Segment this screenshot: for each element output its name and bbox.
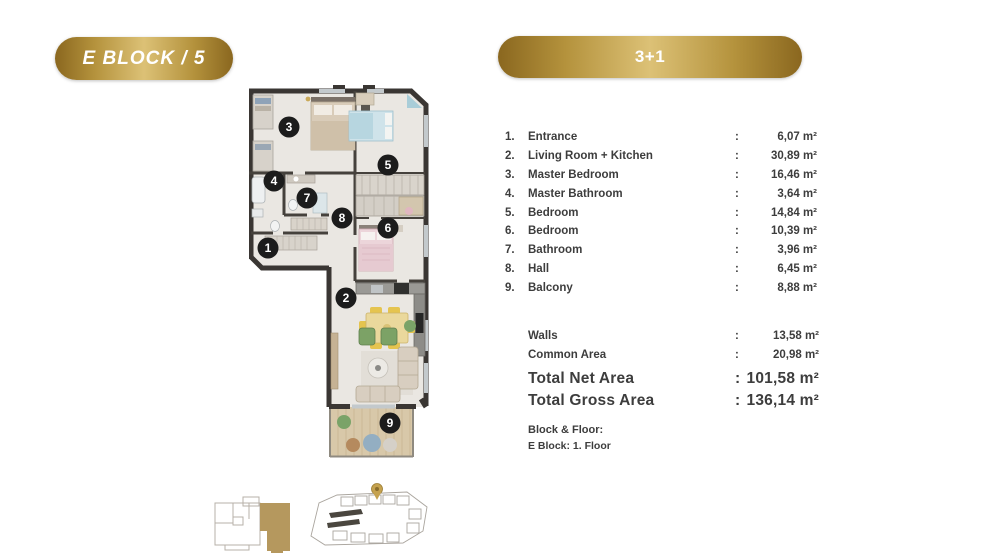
site-plan (303, 481, 438, 554)
room-row-living (505, 147, 817, 166)
total-net-area-row (505, 368, 819, 390)
marker-3: 3 (285, 120, 293, 134)
room-name: Hall (528, 262, 550, 275)
room-row-bathroom (505, 241, 817, 260)
walls-row (505, 326, 819, 345)
room-row-entrance (505, 128, 817, 147)
common-area-value: 20,98 m² (772, 348, 819, 361)
room-number: 4. (505, 187, 515, 200)
marker-1: 1 (264, 241, 272, 255)
total-gross-area-label: Total Gross Area (528, 392, 655, 409)
room-number: 5. (505, 206, 515, 219)
block-floor-title: Block & Floor: (528, 424, 604, 436)
marker-9: 9 (386, 416, 394, 430)
room-area: 3,96 m² (777, 244, 817, 257)
site-plan-buildings (327, 509, 363, 528)
marker-5: 5 (384, 158, 392, 172)
site-plan-outline (311, 492, 427, 545)
marker-4: 4 (270, 174, 278, 188)
common-area-row (505, 345, 819, 364)
room-name: Master Bathroom (528, 187, 623, 200)
separator: : (735, 206, 739, 219)
room-row-hall (505, 260, 817, 279)
room-area: 8,88 m² (777, 281, 817, 294)
separator: : (735, 392, 741, 409)
key-plan-outline (215, 497, 260, 550)
room-name: Bedroom (528, 225, 579, 238)
separator: : (735, 150, 739, 163)
marker-6: 6 (384, 221, 392, 235)
room-number: 8. (505, 262, 515, 275)
total-gross-area-value: 136,14 m² (746, 392, 819, 409)
total-net-area-value: 101,58 m² (746, 370, 819, 387)
room-number: 3. (505, 168, 515, 181)
room-number: 6. (505, 225, 515, 238)
separator: : (735, 244, 739, 257)
room-name: Bathroom (528, 244, 583, 257)
room-area: 10,39 m² (770, 225, 817, 238)
room-number: 9. (505, 281, 515, 294)
room-number: 2. (505, 150, 515, 163)
total-gross-area-row (505, 390, 819, 412)
room-name: Bedroom (528, 206, 579, 219)
room-row-balcony (505, 278, 817, 297)
separator: : (735, 348, 739, 361)
separator: : (735, 225, 739, 238)
block-floor-note (528, 424, 611, 452)
totals-block (505, 326, 819, 412)
separator: : (735, 329, 739, 342)
separator: : (735, 370, 741, 387)
room-area: 6,07 m² (777, 131, 817, 144)
room-row-master-bathroom (505, 184, 817, 203)
marker-7: 7 (303, 191, 311, 205)
separator: : (735, 281, 739, 294)
common-area-label: Common Area (528, 348, 607, 361)
total-net-area-label: Total Net Area (528, 370, 635, 387)
highlighted-unit (260, 503, 290, 553)
unit-type-banner (498, 36, 802, 78)
room-area: 6,45 m² (777, 262, 817, 275)
room-area: 30,89 m² (770, 150, 817, 163)
walls-label: Walls (528, 329, 558, 342)
room-row-bedroom-6 (505, 222, 817, 241)
room-area-list (505, 128, 817, 297)
marker-8: 8 (338, 211, 346, 225)
room-area: 3,64 m² (777, 187, 817, 200)
room-number: 1. (505, 131, 515, 144)
room-name: Entrance (528, 131, 578, 144)
room-row-bedroom-5 (505, 203, 817, 222)
room-area: 16,46 m² (770, 168, 817, 181)
block-floor-value: E Block: 1. Floor (528, 440, 611, 452)
walls-area: 13,58 m² (772, 329, 819, 342)
unit-type-label: 3+1 (634, 47, 666, 66)
room-row-master-bedroom (505, 166, 817, 185)
separator: : (735, 131, 739, 144)
block-banner-label: E BLOCK / 5 (82, 47, 206, 69)
room-name: Balcony (528, 281, 573, 294)
separator: : (735, 168, 739, 181)
separator: : (735, 187, 739, 200)
block-banner (55, 37, 233, 80)
separator: : (735, 262, 739, 275)
room-area: 14,84 m² (770, 206, 817, 219)
floor-key-plan (205, 489, 297, 553)
room-number: 7. (505, 244, 515, 257)
room-name: Master Bedroom (528, 168, 619, 181)
room-name: Living Room + Kitchen (528, 150, 653, 163)
floor-plan-drawing (249, 85, 429, 460)
marker-2: 2 (342, 291, 350, 305)
